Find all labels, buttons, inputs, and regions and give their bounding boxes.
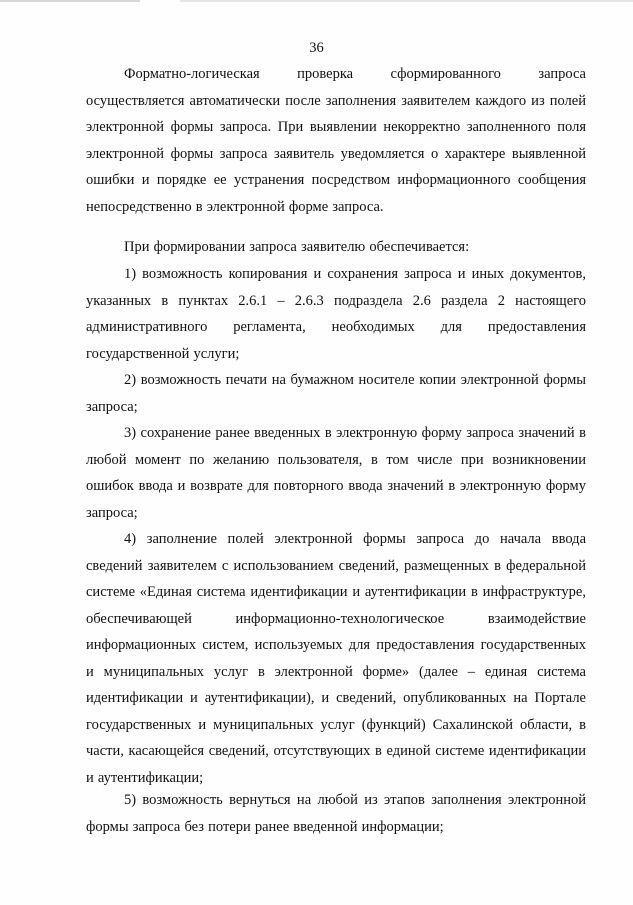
list-item-2: 2) возможность печати на бумажном носителе копии электронной формы запроса;	[86, 372, 586, 415]
page-number: 36	[309, 40, 324, 56]
scan-edge-mark	[180, 0, 633, 2]
list-item-5: 5) возможность вернуться на любой из этапов заполнения электронной формы запроса без потери ранее введенной информации;	[86, 792, 586, 835]
list-item-3: 3) сохранение ранее введенных в электронную форму запроса значений в любой момент по желанию пользователя, в том числе при возникновении ошибок ввода и возврате для повторного ввода значений в электронную форму запроса;	[86, 425, 586, 521]
list-item-4: 4) заполнение полей электронной формы запроса до начала ввода сведений заявителем с использованием сведений, размещенных в федеральной системе «Единая система идентификации и аутентификации в инфраструктуре, обеспечивающей информационно-технологическое взаимодействие информационных систем, используемых для предоставления государственных и муниципальных услуг в электронной форме» (далее – единая система идентификации и аутентификации), и сведений, опубликованных на Портале государственных и муниципальных услуг (функций) Сахалинской области, в части, касающейся сведений, отсутствующих в единой системе идентификации и аутентификации;	[86, 531, 586, 786]
paragraph-intro: При формировании запроса заявителю обеспечивается:	[124, 239, 470, 255]
list-item-1: 1) возможность копирования и сохранения запроса и иных документов, указанных в пунктах 2.6.1 – 2.6.3 подраздела 2.6 раздела 2 настоящего административного регламента, необходимых для предоставления государственной услуги;	[86, 266, 586, 362]
paragraph-format-check: Форматно-логическая проверка сформированного запроса осуществляется автоматически после заполнения заявителем каждого из полей электронной формы запроса. При выявлении некорректно заполненного поля электронной формы запроса заявитель уведомляется о характере выявленной ошибки и порядке ее устранения посредством информационного сообщения непосредственно в электронной форме запроса.	[86, 66, 586, 215]
scan-edge-mark	[0, 0, 140, 2]
